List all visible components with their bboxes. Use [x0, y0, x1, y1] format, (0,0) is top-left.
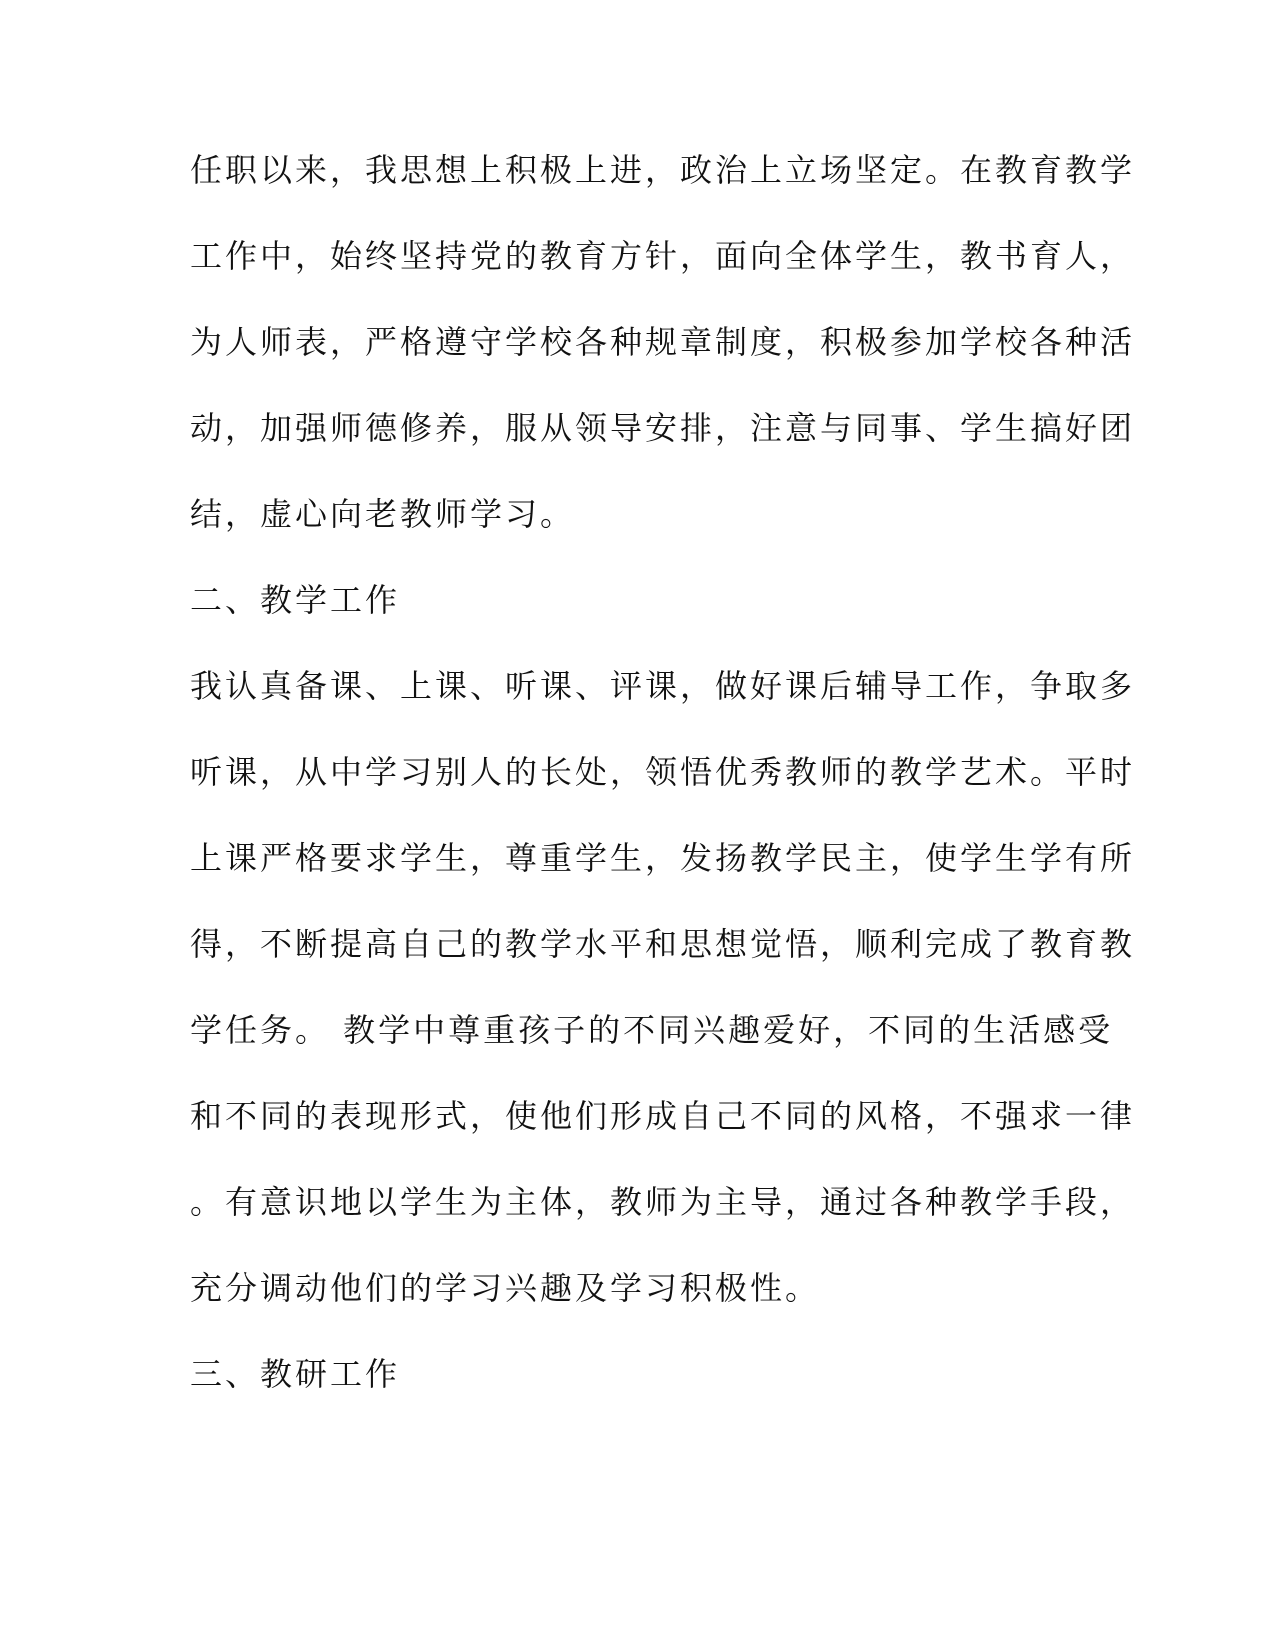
paragraph-line: 工作中，始终坚持党的教育方针，面向全体学生，教书育人，	[190, 237, 1136, 275]
paragraph-line: 为人师表，严格遵守学校各种规章制度，积极参加学校各种活	[190, 323, 1136, 361]
paragraph-line: 上课严格要求学生，尊重学生，发扬教学民主，使学生学有所	[190, 839, 1136, 877]
paragraph-line: 和不同的表现形式，使他们形成自己不同的风格，不强求一律	[190, 1097, 1136, 1135]
paragraph-line: 学任务。 教学中尊重孩子的不同兴趣爱好，不同的生活感受	[190, 1011, 1114, 1049]
paragraph-line: 听课，从中学习别人的长处，领悟优秀教师的教学艺术。平时	[190, 753, 1136, 791]
paragraph-line: 充分调动他们的学习兴趣及学习积极性。	[190, 1269, 821, 1307]
section-heading: 三、教研工作	[190, 1355, 401, 1393]
section-heading: 二、教学工作	[190, 581, 401, 619]
paragraph-line: 得，不断提高自己的教学水平和思想觉悟，顺利完成了教育教	[190, 925, 1136, 963]
paragraph-line: 。有意识地以学生为主体，教师为主导，通过各种教学手段，	[190, 1183, 1136, 1221]
paragraph-line: 我认真备课、上课、听课、评课，做好课后辅导工作，争取多	[190, 667, 1136, 705]
paragraph-line: 动，加强师德修养，服从领导安排，注意与同事、学生搞好团	[190, 409, 1136, 447]
paragraph-line: 任职以来，我思想上积极上进，政治上立场坚定。在教育教学	[190, 151, 1136, 189]
paragraph-line: 结，虚心向老教师学习。	[190, 495, 576, 533]
